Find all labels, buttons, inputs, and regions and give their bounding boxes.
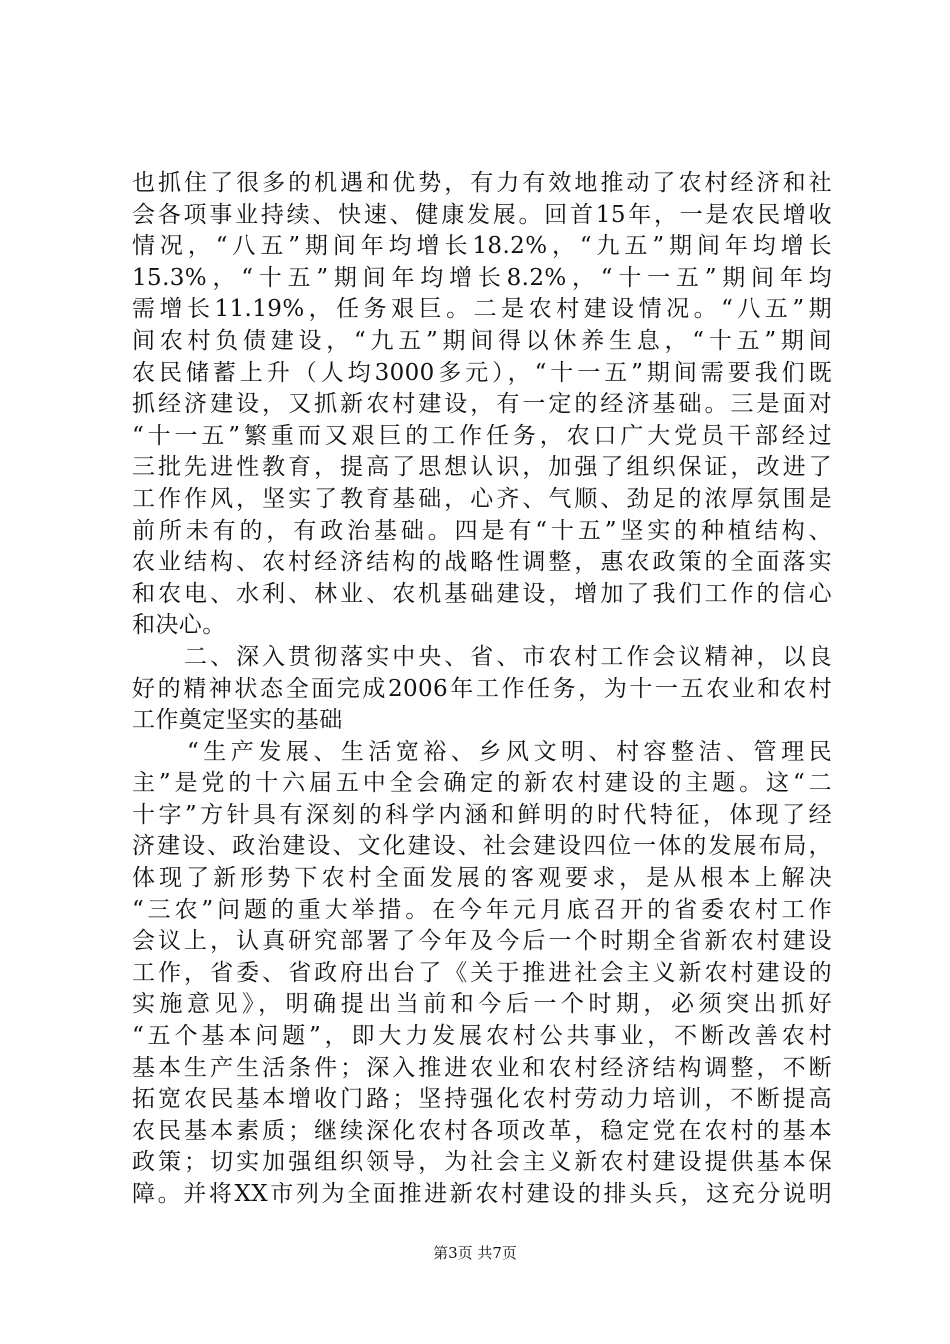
text-line: 农业结构、农村经济结构的战略性调整，惠农政策的全面落实 [132, 549, 832, 576]
text-line: “十一五”繁重而又艰巨的工作任务，农口广大党员干部经过 [132, 422, 832, 449]
text-line: 抓经济建设，又抓新农村建设，有一定的经济基础。三是面对 [132, 391, 832, 418]
text-line: 三批先进性教育，提高了思想认识，加强了组织保证，改进了 [132, 454, 832, 481]
text-line: 也抓住了很多的机遇和优势，有力有效地推动了农村经济和社 [132, 170, 832, 196]
text-line: 农民基本素质；继续深化农村各项改革，稳定党在农村的基本 [132, 1117, 832, 1144]
text-line: 工作，省委、省政府出台了《关于推进社会主义新农村建设的 [132, 959, 832, 986]
text-line: 工作奠定坚实的基础 [132, 707, 343, 734]
text-line: 十字”方针具有深刻的科学内涵和鲜明的时代特征，体现了经 [132, 801, 832, 828]
text-line: 需增长11.19%，任务艰巨。二是农村建设情况。“八五”期 [132, 296, 832, 323]
text-line: 二、深入贯彻落实中央、省、市农村工作会议精神，以良 [132, 643, 832, 670]
text-line: 情况，“八五”期间年均增长18.2%，“九五”期间年均增长 [132, 233, 832, 260]
text-line: “生产发展、生活宽裕、乡风文明、村容整洁、管理民 [132, 738, 832, 765]
text-line: “五个基本问题”，即大力发展农村公共事业，不断改善农村 [132, 1023, 832, 1050]
text-line: 拓宽农民基本增收门路；坚持强化农村劳动力培训，不断提高 [132, 1086, 832, 1113]
text-line: 障。并将XX市列为全面推进新农村建设的排头兵，这充分说明 [132, 1181, 832, 1207]
text-line: 实施意见》，明确提出当前和今后一个时期，必须突出抓好 [132, 991, 832, 1018]
text-line: 好的精神状态全面完成2006年工作任务，为十一五农业和农村 [132, 675, 832, 702]
text-line: 农民储蓄上升（人均3000多元），“十一五”期间需要我们既 [132, 359, 832, 386]
text-line: “三农”问题的重大举措。在今年元月底召开的省委农村工作 [132, 896, 832, 923]
text-line: 前所未有的，有政治基础。四是有“十五”坚实的种植结构、 [132, 517, 832, 544]
text-line: 会议上，认真研究部署了今年及今后一个时期全省新农村建设 [132, 928, 832, 955]
text-line: 和决心。 [132, 612, 226, 639]
text-line: 济建设、政治建设、文化建设、社会建设四位一体的发展布局， [132, 833, 832, 860]
text-line: 工作作风，坚实了教育基础，心齐、气顺、劲足的浓厚氛围是 [132, 485, 832, 512]
text-line: 和农电、水利、林业、农机基础建设，增加了我们工作的信心 [132, 580, 832, 607]
body-text [132, 168, 832, 1211]
text-line: 15.3%，“十五”期间年均增长8.2%，“十一五”期间年均 [132, 264, 832, 291]
text-line: 政策；切实加强组织领导，为社会主义新农村建设提供基本保 [132, 1149, 832, 1176]
text-line: 基本生产生活条件；深入推进农业和农村经济结构调整，不断 [132, 1054, 832, 1081]
text-line: 会各项事业持续、快速、健康发展。回首15年，一是农民增收 [132, 201, 832, 228]
text-line: 间农村负债建设，“九五”期间得以休养生息，“十五”期间 [132, 327, 832, 354]
text-line: 主”是党的十六届五中全会确定的新农村建设的主题。这“二 [132, 770, 832, 797]
page-footer: 第3页 共7页 [433, 1244, 517, 1262]
text-line: 体现了新形势下农村全面发展的客观要求，是从根本上解决 [132, 865, 832, 892]
